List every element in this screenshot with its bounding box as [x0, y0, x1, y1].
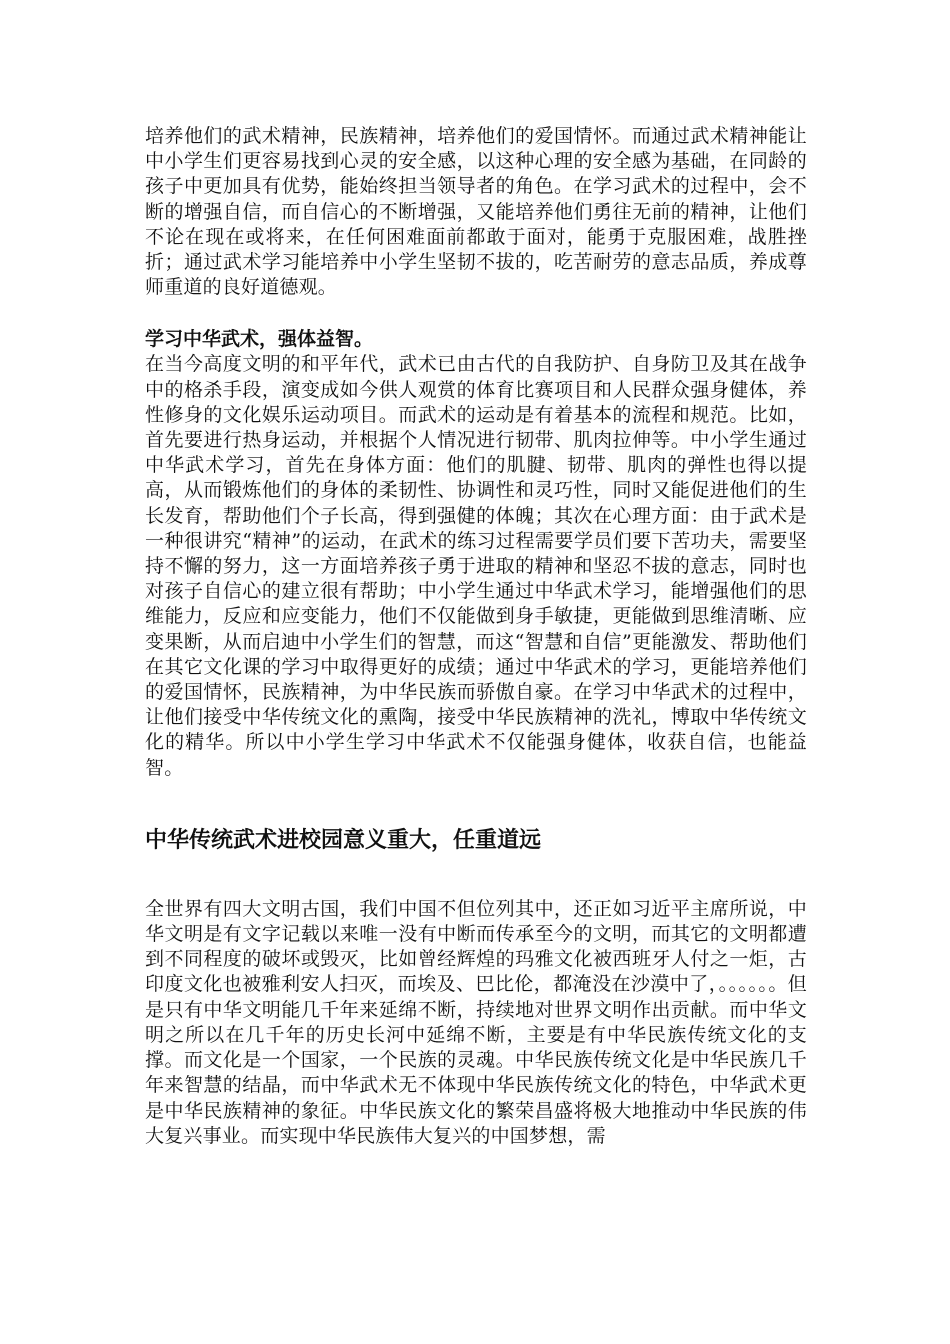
spacer: [145, 855, 807, 897]
section-title-significance: 中华传统武术进校园意义重大，任重道远: [145, 827, 542, 853]
subheading-strengthen-body: 学习中华武术，强体益智。: [145, 328, 374, 351]
paragraph-civilization: 全世界有四大文明古国，我们中国不但位列其中，还正如习近平主席所说，中华文明是有文字记载以来唯一没有中断而传承至今的文明，而其它的文明都遭到不同程度的破坏或毁灭，比如曾经辉煌的玛雅文化被西班牙人付之一炬，古印度文化也被雅利安人扫灭，而埃及、巴比伦，都淹没在沙漠中了，。。。。。。但是只有中华文明能几千年来延绵不断，持续地对世界文明作出贡献。而中华文明之所以在几千年的历史长河中延绵不断，主要是有中华民族传统文化的支撑。而文化是一个国家，一个民族的灵魂。中华民族传统文化是中华民族几千年来智慧的结晶，而中华武术无不体现中华民族传统文化的特色，中华武术更是中华民族精神的象征。中华民族文化的繁荣昌盛将极大地推动中华民族的伟大复兴事业。而实现中华民族伟大复兴的中国梦想，需: [145, 897, 807, 1147]
document-body: [145, 124, 807, 1149]
paragraph-benefits: 在当今高度文明的和平年代，武术已由古代的自我防护、自身防卫及其在战争中的格杀手段，演变成如今供人观赏的体育比赛项目和人民群众强身健体，养性修身的文化娱乐运动项目。而武术的运动是有着基本的流程和规范。比如，首先要进行热身运动，并根据个人情况进行韧带、肌肉拉伸等。中小学生通过中华武术学习，首先在身体方面：他们的肌腱、韧带、肌肉的弹性也得以提高，从而锻炼他们的身体的柔韧性、协调性和灵巧性，同时又能促进他们的生长发育，帮助他们个子长高，得到强健的体魄；其次在心理方面：由于武术是一种很讲究“精神”的运动，在武术的练习过程需要学员们要下苦功夫，需要坚持不懈的努力，这一方面培养孩子勇于进取的精神和坚忍不拔的意志，同时也对孩子自信心的建立很有帮助；中小学生通过中华武术学习，能增强他们的思维能力，反应和应变能力，他们不仅能做到身手敏捷，更能做到思维清晰、应变果断，从而启迪中小学生们的智慧，而这“智慧和自信”更能激发、帮助他们在其它文化课的学习中取得更好的成绩；通过中华武术的学习，更能培养他们的爱国情怀，民族精神，为中华民族而骄傲自豪。在学习中华武术的过程中，让他们接受中华传统文化的熏陶，接受中华民族精神的洗礼，博取中华传统文化的精华。所以中小学生学习中华武术不仅能强身健体，收获自信，也能益智。: [145, 353, 807, 779]
paragraph-martial-spirit: 培养他们的武术精神，民族精神，培养他们的爱国情怀。而通过武术精神能让中小学生们更容易找到心灵的安全感，以这种心理的安全感为基础，在同龄的孩子中更加具有优势，能始终担当领导者的角色。在学习武术的过程中，会不断的增强自信，而自信心的不断增强，又能培养他们勇往无前的精神，让他们不论在现在或将来，在任何困难面前都敢于面对，能勇于克服困难，战胜挫折；通过武术学习能培养中小学生坚韧不拔的，吃苦耐劳的意志品质，养成尊师重道的良好道德观。: [145, 125, 807, 299]
